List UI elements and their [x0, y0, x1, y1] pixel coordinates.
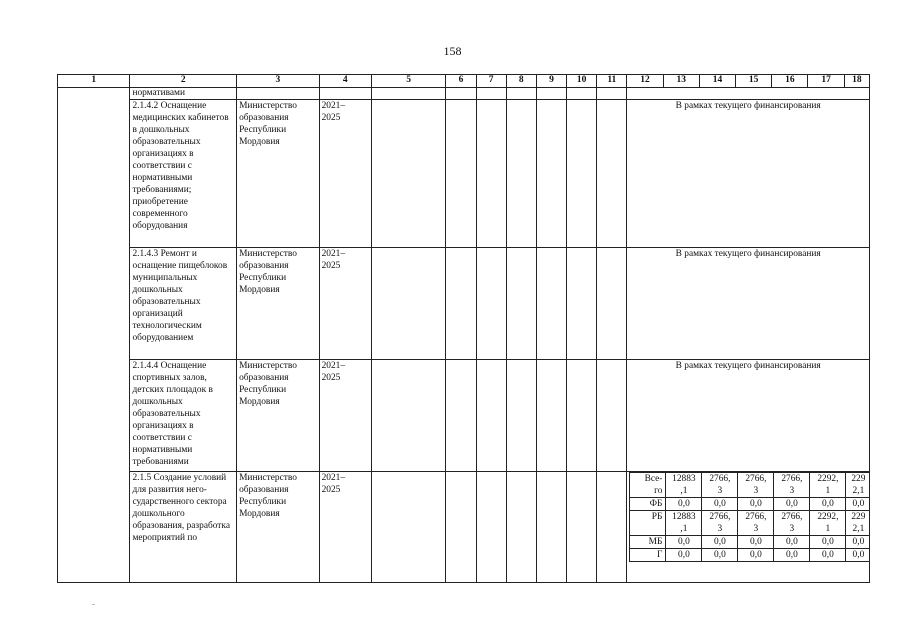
- col-header: 3: [237, 75, 320, 88]
- finance-value: 0,0: [666, 536, 702, 549]
- finance-value: 0,0: [774, 549, 810, 562]
- col-header: 2: [130, 75, 237, 88]
- period: 2021– 2025: [319, 100, 371, 248]
- col-header: 17: [808, 75, 844, 88]
- responsible-org: Министерство образования Республики Мордовия: [237, 472, 320, 583]
- col-header: 12: [627, 75, 663, 88]
- col-header: 6: [446, 75, 476, 88]
- finance-value: 2766, 3: [774, 511, 810, 536]
- finance-value: 0,0: [810, 498, 846, 511]
- finance-value: 0,0: [774, 498, 810, 511]
- finance-value: 0,0: [846, 536, 870, 549]
- col-header: 15: [736, 75, 772, 88]
- finance-value: 2766, 3: [702, 511, 738, 536]
- column-numbers-row: [58, 75, 870, 88]
- funding-note: В рамках текущего финансирования: [627, 248, 870, 360]
- responsible-org: Министерство образования Республики Мордовия: [237, 248, 320, 360]
- finance-value: 2292, 1: [810, 473, 846, 498]
- finance-value: 0,0: [846, 549, 870, 562]
- finance-value: 2766, 3: [774, 473, 810, 498]
- col-header: 1: [58, 75, 130, 88]
- finance-value: 0,0: [666, 549, 702, 562]
- col-header: 4: [319, 75, 371, 88]
- finance-value: 0,0: [846, 498, 870, 511]
- table-row-continued: [58, 88, 870, 100]
- period: 2021– 2025: [319, 360, 371, 472]
- period: 2021– 2025: [319, 248, 371, 360]
- activity-name: 2.1.5 Создание условий для развития него-сударственного сектора дошкольного образования, разработка мероприятий по: [130, 472, 237, 583]
- page-number: 158: [443, 44, 462, 58]
- finance-label: РБ: [630, 511, 666, 536]
- activity-name: 2.1.4.2 Оснащение медицинских кабинетов в дошкольных образовательных организациях в соответствии с нормативными требованиями; приобретение современного оборудования: [130, 100, 237, 248]
- col-header: 10: [567, 75, 597, 88]
- activity-name-continued: нормативами: [130, 88, 237, 100]
- scan-artifact: [92, 604, 95, 605]
- col-header: 5: [371, 75, 445, 88]
- col-header: 9: [536, 75, 566, 88]
- financing-table: [629, 472, 869, 562]
- finance-value: 2766, 3: [738, 473, 774, 498]
- finance-label: Все- го: [630, 473, 666, 498]
- finance-value: 229 2,1: [846, 511, 870, 536]
- funding-note: В рамках текущего финансирования: [627, 360, 870, 472]
- finance-value: 0,0: [702, 536, 738, 549]
- finance-row-mb: [630, 536, 870, 549]
- finance-row-g: [630, 549, 870, 562]
- finance-label: Г: [630, 549, 666, 562]
- finance-row-rb: [630, 511, 870, 536]
- finance-value: 0,0: [738, 549, 774, 562]
- col-header: 16: [772, 75, 808, 88]
- finance-value: 0,0: [666, 498, 702, 511]
- period: 2021– 2025: [319, 472, 371, 583]
- program-activities-table: [57, 74, 870, 583]
- finance-value: 0,0: [738, 536, 774, 549]
- finance-row-total: [630, 473, 870, 498]
- finance-value: 229 2,1: [846, 473, 870, 498]
- finance-value: 0,0: [810, 536, 846, 549]
- responsible-org: Министерство образования Республики Мордовия: [237, 360, 320, 472]
- financing-block: [627, 472, 870, 583]
- col-header: 7: [476, 75, 506, 88]
- col-header: 14: [699, 75, 735, 88]
- responsible-org: Министерство образования Республики Мордовия: [237, 100, 320, 248]
- finance-label: МБ: [630, 536, 666, 549]
- table-row: [58, 248, 870, 360]
- finance-value: 2766, 3: [738, 511, 774, 536]
- col1-merged-cell: [58, 88, 130, 583]
- finance-value: 0,0: [810, 549, 846, 562]
- finance-value: 0,0: [702, 549, 738, 562]
- finance-value: 2292, 1: [810, 511, 846, 536]
- col-header: 13: [663, 75, 699, 88]
- table-row: [58, 100, 870, 248]
- finance-value: 0,0: [738, 498, 774, 511]
- finance-row-fb: [630, 498, 870, 511]
- table-row: [58, 472, 870, 583]
- finance-value: 0,0: [774, 536, 810, 549]
- funding-note: В рамках текущего финансирования: [627, 100, 870, 248]
- col-header: 8: [506, 75, 536, 88]
- finance-label: ФБ: [630, 498, 666, 511]
- col-header: 11: [597, 75, 627, 88]
- finance-value: 12883 ,1: [666, 511, 702, 536]
- finance-value: 0,0: [702, 498, 738, 511]
- activity-name: 2.1.4.4 Оснащение спортивных залов, детских площадок в дошкольных образовательных организациях в соответствии с нормативными требованиями: [130, 360, 237, 472]
- col-header: 18: [844, 75, 869, 88]
- finance-value: 12883 ,1: [666, 473, 702, 498]
- finance-value: 2766, 3: [702, 473, 738, 498]
- table-row: [58, 360, 870, 472]
- activity-name: 2.1.4.3 Ремонт и оснащение пищеблоков муниципальных дошкольных образовательных организаций технологическим оборудованием: [130, 248, 237, 360]
